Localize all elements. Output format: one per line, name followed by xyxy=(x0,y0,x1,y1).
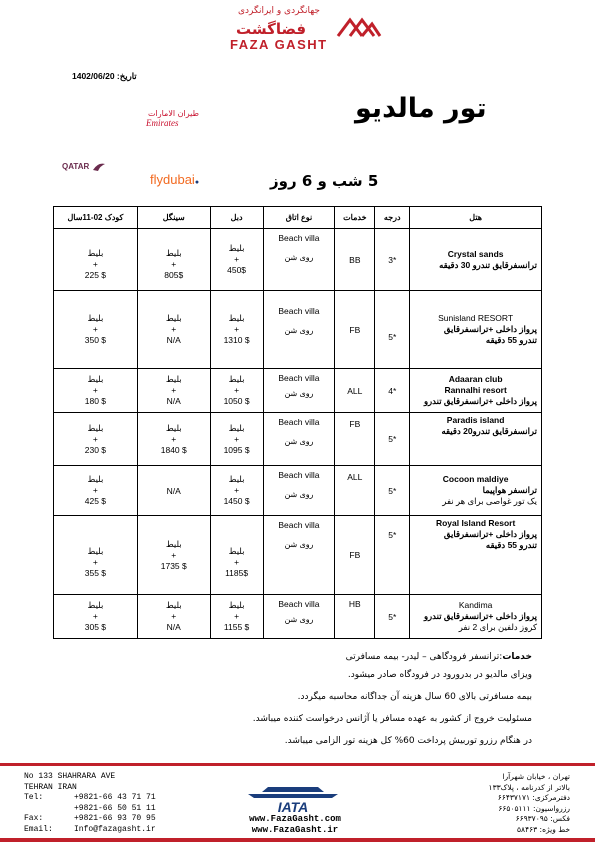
footer-address-fa xyxy=(420,772,570,835)
child-price: بلیط + 180 $ xyxy=(54,369,138,413)
single-price: بلیط + 805$ xyxy=(137,229,210,291)
table-row xyxy=(54,466,542,516)
contact-row: +9821-66 50 51 11 xyxy=(74,803,156,813)
single-price: بلیط + 1840 $ xyxy=(137,413,210,466)
col-single: سینگل xyxy=(137,207,210,229)
services: ALL xyxy=(335,466,375,516)
single-price: بلیط + N/A xyxy=(137,291,210,369)
brand-name-en: FAZA GASHT xyxy=(230,37,328,52)
services: ALL xyxy=(335,369,375,413)
hotel: Sunisland RESORT پرواز داخلی +ترانسفرقایق تندرو 55 دقیقه xyxy=(410,291,542,369)
child-price: بلیط + 350 $ xyxy=(54,291,138,369)
contact-fa-line: فکس: ۶۶۹۳۷۰۹۵ xyxy=(515,814,570,823)
col-child: کودک 02-11سال xyxy=(54,207,138,229)
col-double: دبل xyxy=(210,207,263,229)
room-type: Beach villa روی شن xyxy=(263,413,335,466)
room-type: Beach villa روی شن xyxy=(263,291,335,369)
table-row xyxy=(54,516,542,595)
services: FB xyxy=(335,516,375,595)
hotel: Adaaran club Rannalhi resort پرواز داخلی +ترانسفرقایق تندرو xyxy=(410,369,542,413)
brand-name-fa: فضاگشت xyxy=(236,20,307,38)
services: BB xyxy=(335,229,375,291)
flydubai-mark-icon: ● xyxy=(194,179,200,186)
hotel: Kandima پرواز داخلی +ترانسفرقایق تندرو کروز دلفین برای 2 نفر xyxy=(410,595,542,639)
table-row xyxy=(54,595,542,639)
note-line: ویزای مالدیو در بدرورود در فرودگاه صادر میشود. xyxy=(347,670,532,680)
address-line: TEHRAN IRAN xyxy=(24,782,77,792)
contact-fa-line: بالاتر از کدرنامه ، پلاک۱۳۳ xyxy=(488,782,570,792)
child-price: بلیط + 230 $ xyxy=(54,413,138,466)
single-price: بلیط + N/A xyxy=(137,595,210,639)
logo-tagline: جهانگردی و ایرانگردی xyxy=(238,6,320,16)
grade: 3* xyxy=(375,229,410,291)
contact-fa-line: رزرواسیون: ۶۶۵۰۵۱۱۱ xyxy=(498,803,570,813)
hotel: Royal Island Resort پرواز داخلی +ترانسفرقایق تندرو 55 دقیقه xyxy=(410,516,542,595)
note-line: مسئولیت خروج از کشور به عهده مسافر یا آژانس درخواست کننده میباشد. xyxy=(252,714,532,724)
footer-rule-bottom xyxy=(0,838,595,842)
double-price: بلیط + 1450 $ xyxy=(210,466,263,516)
grade: 5* xyxy=(375,466,410,516)
room-type: Beach villa روی شن xyxy=(263,466,335,516)
col-room: نوع اتاق xyxy=(263,207,335,229)
single-price: بلیط + N/A xyxy=(137,369,210,413)
note-line: در هنگام رزرو توربیش پرداخت 60% کل هزینه تور الزامی میباشد. xyxy=(284,736,532,746)
room-type: Beach villa روی شن xyxy=(263,369,335,413)
col-services: خدمات xyxy=(335,207,375,229)
note-services xyxy=(326,651,532,664)
qatar-label: QATAR xyxy=(62,162,90,172)
oryx-icon xyxy=(92,162,106,172)
note-services-label: خدمات xyxy=(502,652,532,662)
col-grade: درجه xyxy=(375,207,410,229)
iata-logo-icon xyxy=(228,783,358,813)
footer-rule-top xyxy=(0,763,595,766)
hotel: Cocoon maldiye ترانسفر هواپیما یک تور غواصی برای هر نفر xyxy=(410,466,542,516)
services: FB xyxy=(335,291,375,369)
date xyxy=(72,71,137,82)
flydubai-logo xyxy=(150,172,199,187)
tour-notes xyxy=(252,651,532,752)
website-link[interactable]: www.FazaGasht.com xyxy=(249,814,341,824)
grade: 5* xyxy=(375,595,410,639)
grade: 5* xyxy=(375,413,410,466)
table-header-row xyxy=(54,207,542,229)
page-title: تور مالدیو xyxy=(355,93,487,124)
grade: 5* xyxy=(375,516,410,595)
website-links xyxy=(222,814,368,836)
double-price: بلیط + 1185$ xyxy=(210,516,263,595)
grade: 4* xyxy=(375,369,410,413)
child-price: بلیط + 305 $ xyxy=(54,595,138,639)
table-row xyxy=(54,291,542,369)
single-price: N/A xyxy=(137,466,210,516)
hotel: Paradis island ترانسفرقایق تندرو20 دقیقه xyxy=(410,413,542,466)
contact-fa-line: دفترمرکزی: ۶۶۴۳۷۱۷۱ xyxy=(497,793,570,802)
flydubai-label: flydubai xyxy=(150,172,195,187)
child-price: بلیط + 355 $ xyxy=(54,516,138,595)
hotel: Crystal sands ترانسفرقایق تندرو 30 دقیقه xyxy=(410,229,542,291)
date-value: 1402/06/20 xyxy=(72,71,115,81)
double-price: بلیط + 1050 $ xyxy=(210,369,263,413)
double-price: بلیط + 1155 $ xyxy=(210,595,263,639)
room-type: Beach villa روی شن xyxy=(263,229,335,291)
table-row xyxy=(54,229,542,291)
emirates-logo: Emirates xyxy=(146,118,179,128)
website-link[interactable]: www.FazaGasht.ir xyxy=(251,825,339,835)
services: FB xyxy=(335,413,375,466)
contact-fa-line: تهران ، خیابان شهرآرا xyxy=(502,772,570,781)
services: HB xyxy=(335,595,375,639)
footer-address-en xyxy=(24,772,156,835)
table-row xyxy=(54,413,542,466)
room-type: Beach villa روی شن xyxy=(263,595,335,639)
room-type: Beach villa روی شن xyxy=(263,516,335,595)
email-link[interactable]: Info@fazagasht.ir xyxy=(74,824,156,834)
contact-row: Email: Info@fazagasht.ir xyxy=(24,824,156,834)
contact-row: Tel: +9821-66 43 71 71 xyxy=(24,793,156,802)
emirates-logo-fa: طیران الامارات xyxy=(148,109,199,118)
child-price: بلیط + 425 $ xyxy=(54,466,138,516)
note-services-text: :ترانسفر فرودگاهی – لیدر- بیمه مسافرتی xyxy=(345,652,503,662)
double-price: بلیط + 1095 $ xyxy=(210,413,263,466)
tour-price-table xyxy=(53,206,542,639)
brand-logo-icon xyxy=(336,14,382,38)
table-row xyxy=(54,369,542,413)
qatar-logo xyxy=(62,162,106,172)
address-line: No 133 SHAHRARA AVE xyxy=(24,772,116,781)
note-line: بیمه مسافرتی بالای 60 سال هزینه آن جداگانه محاسبه میگردد. xyxy=(297,692,532,702)
single-price: بلیط + 1735 $ xyxy=(137,516,210,595)
col-hotel: هتل xyxy=(410,207,542,229)
contact-row: Fax: +9821-66 93 70 95 xyxy=(24,814,156,823)
contact-fa-line: خط ویژه: ۵۸۴۶۳ xyxy=(517,824,570,834)
grade: 5* xyxy=(375,291,410,369)
date-label: تاریخ: xyxy=(116,71,137,81)
double-price: بلیط + 450$ xyxy=(210,229,263,291)
child-price: بلیط + 225 $ xyxy=(54,229,138,291)
tour-duration: 5 شب و 6 روز xyxy=(270,172,379,190)
double-price: بلیط + 1310 $ xyxy=(210,291,263,369)
iata-label: IATA xyxy=(277,799,309,813)
